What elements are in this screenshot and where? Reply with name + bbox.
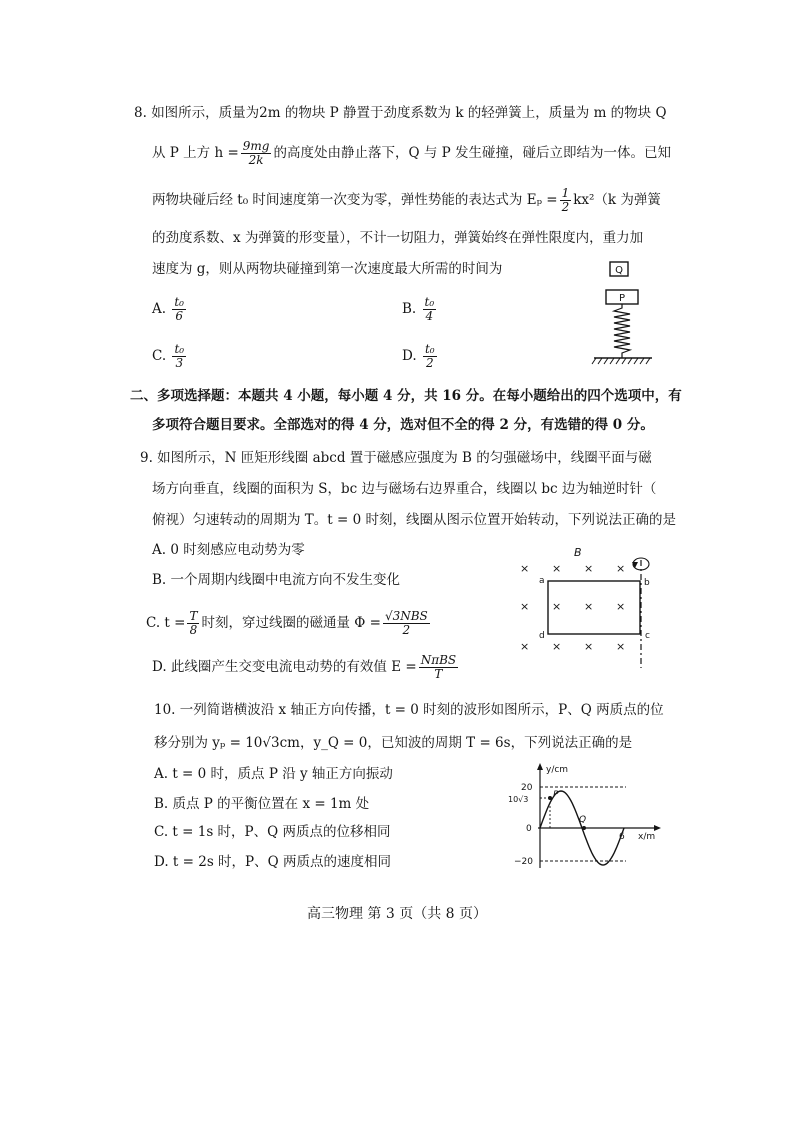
q10-wave-graph: [500, 760, 670, 872]
coil-abcd: [548, 581, 640, 634]
q10-line1: 10. 一列简谐横波沿 x 轴正方向传播，t = 0 时刻的波形如图所示，P、Q 两质点的位: [154, 702, 664, 718]
y-axis-arrow-icon: [537, 763, 543, 770]
q8-option-a-num: t₀: [174, 295, 184, 309]
q9-option-c-phi-num: √3NBS: [384, 609, 428, 623]
q8-option-d-num: t₀: [424, 342, 435, 356]
y-axis-label: y/cm: [546, 765, 569, 775]
q9-line3: 俯视）匀速转动的周期为 T。t = 0 时刻，线圈从图示位置开始转动，下列说法正确的是: [152, 512, 676, 528]
q9-option-d: [152, 652, 460, 682]
point-p: [548, 796, 552, 800]
cross: ×: [584, 600, 594, 613]
q8-option-a-label: A.: [152, 301, 167, 317]
corner-d: d: [539, 631, 545, 641]
q8-option-a: [152, 296, 188, 323]
field-b-label: B: [574, 546, 582, 559]
cross: ×: [552, 640, 562, 653]
x-axis-arrow-icon: [654, 825, 661, 831]
y-tick-0: 0: [526, 824, 532, 834]
q9-option-b: B. 一个周期内线圈中电流方向不发生变化: [152, 572, 401, 588]
cross: ×: [616, 600, 626, 613]
q8-ep-den: 2: [561, 200, 570, 214]
page-footer: 高三物理 第 3 页（共 8 页）: [306, 906, 488, 922]
q10-option-d: D. t = 2s 时，P、Q 两质点的速度相同: [154, 854, 391, 870]
y-tick-neg20: −20: [514, 857, 533, 867]
q9-option-a: A. 0 时刻感应电动势为零: [152, 542, 305, 558]
cross: ×: [552, 600, 562, 613]
x-axis-label: x/m: [638, 832, 656, 842]
q8-h-den: 2k: [248, 153, 264, 167]
q8-line4: 的劲度系数、x 为弹簧的形变量），不计一切阻力，弹簧始终在弹性限度内，重力加: [152, 230, 644, 246]
q8-h-num: 9mg: [242, 139, 270, 153]
q8-line2-b: 的高度处由静止落下，Q 与 P 发生碰撞，碰后立即结为一体。已知: [273, 145, 671, 161]
q9-coil-figure: [508, 542, 668, 672]
q8-h-fraction: [241, 140, 272, 167]
ground-hatch: [592, 358, 650, 364]
q8-option-c-label: C.: [152, 348, 167, 364]
q10-line2: 移分别为 yₚ = 10√3cm，y_Q = 0，已知波的周期 T = 6s，下列说法正确的是: [154, 735, 633, 751]
block-p-label: P: [618, 293, 626, 304]
q8-option-d-den: 2: [425, 356, 434, 370]
q8-number: 8.: [134, 105, 147, 121]
q9-line1: 9. 如图所示，N 匝矩形线圈 abcd 置于磁感应强度为 B 的匀强磁场中，线圈平面与磁: [140, 450, 652, 466]
q9-option-c-b: 时刻，穿过线圈的磁通量 Φ =: [201, 615, 381, 631]
q8-spring-figure: [586, 258, 656, 370]
q8-option-d-label: D.: [402, 348, 417, 364]
q8-line3-a: 两物块碰后经 t₀ 时间速度第一次变为零，弹性势能的表达式为 Eₚ =: [152, 192, 558, 208]
q9-option-c-phi-den: 2: [402, 623, 411, 637]
cross: ×: [616, 562, 626, 575]
q8-line2: [152, 140, 671, 166]
cross: ×: [552, 562, 562, 575]
q8-option-b-num: t₀: [424, 295, 435, 309]
cross: ×: [520, 600, 530, 613]
q8-ep-num: 1: [561, 186, 570, 200]
section2-heading-line2: 多项符合题目要求。全部选对的得 4 分，选对但不全的得 2 分，有选错的得 0 分。: [152, 417, 654, 433]
q9-option-d-num: NπBS: [420, 653, 457, 667]
corner-b: b: [644, 578, 650, 588]
q8-option-d: [402, 343, 439, 370]
cross: ×: [584, 640, 594, 653]
cross: ×: [616, 640, 626, 653]
q8-ep-fraction: [560, 187, 572, 214]
corner-a: a: [539, 576, 545, 586]
q9-option-d-a: D. 此线圈产生交变电流电动势的有效值 E =: [152, 659, 417, 675]
q8-option-b-den: 4: [425, 309, 434, 323]
q8-option-c: [152, 343, 188, 370]
cross: ×: [520, 562, 530, 575]
field-crosses: [520, 562, 625, 653]
q8-line2-a: 从 P 上方 h =: [152, 145, 239, 161]
q8-option-b-label: B.: [402, 301, 417, 317]
cross: ×: [584, 562, 594, 575]
q8-option-b: [402, 296, 438, 323]
point-q-label: Q: [579, 815, 587, 825]
q10-option-a: A. t = 0 时，质点 P 沿 y 轴正方向振动: [154, 766, 393, 782]
q8-line3: [152, 187, 661, 213]
x-tick-6: 6: [619, 832, 625, 842]
cross: ×: [520, 640, 530, 653]
point-q: [582, 826, 586, 830]
y-tick-10sqrt3: 10√3: [508, 795, 529, 804]
q9-option-c-t-num: T: [189, 609, 198, 623]
q8-line5: 速度为 g，则从两物块碰撞到第一次速度最大所需的时间为: [152, 261, 503, 277]
q9-line2: 场方向垂直，线圈的面积为 S，bc 边与磁场右边界重合，线圈以 bc 边为轴逆时针（: [152, 481, 657, 497]
q8-option-c-den: 3: [175, 356, 184, 370]
point-p-label: P: [553, 790, 559, 800]
section2-heading-line1: 二、多项选择题：本题共 4 小题，每小题 4 分，共 16 分。在每小题给出的四个选项中，有: [130, 388, 682, 404]
q9-option-c: [146, 608, 432, 638]
q10-option-c: C. t = 1s 时，P、Q 两质点的位移相同: [154, 824, 391, 840]
q10-option-b: B. 质点 P 的平衡位置在 x = 1m 处: [154, 796, 370, 812]
q8-line1: [134, 103, 667, 123]
block-q-label: Q: [615, 265, 623, 276]
q9-option-d-den: T: [434, 667, 443, 681]
q8-option-a-den: 6: [175, 309, 183, 323]
y-tick-20: 20: [521, 783, 533, 793]
q8-line3-b: kx²（k 为弹簧: [573, 192, 661, 208]
spring: [614, 304, 630, 358]
q8-line1-text: 如图所示，质量为2m 的物块 P 静置于劲度系数为 k 的轻弹簧上，质量为 m 的物块 Q: [151, 105, 667, 121]
q9-option-c-t-den: 8: [189, 623, 198, 637]
corner-c: c: [645, 631, 650, 641]
q8-option-c-num: t₀: [174, 342, 185, 356]
q9-option-c-a: C. t =: [146, 615, 186, 631]
